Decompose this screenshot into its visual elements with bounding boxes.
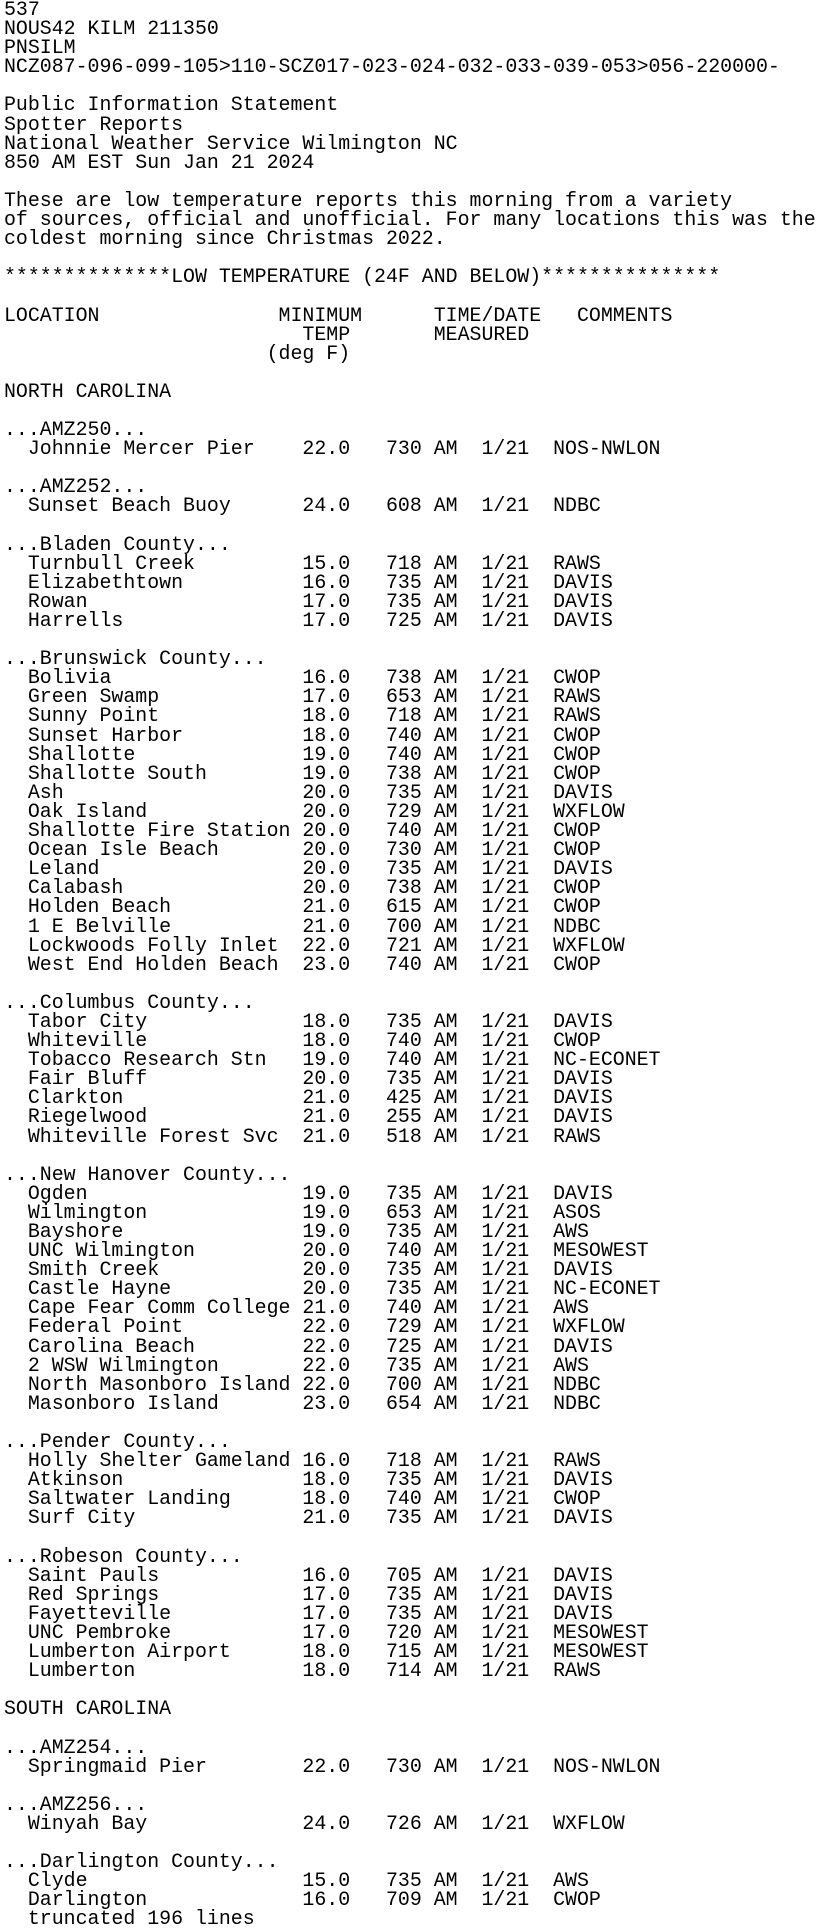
report-row: Lumberton Airport 18.0 715 AM 1/21 MESOWEST — [4, 1640, 649, 1664]
text-line: of sources, official and unofficial. For many locations this was the — [4, 208, 816, 232]
report-row: 2 WSW Wilmington 22.0 735 AM 1/21 AWS — [4, 1353, 589, 1377]
report-row: Shallotte Fire Station 20.0 740 AM 1/21 CWOP — [4, 819, 601, 843]
report-row: Bayshore 19.0 735 AM 1/21 AWS — [4, 1220, 589, 1243]
report-row: Clarkton 21.0 425 AM 1/21 DAVIS — [4, 1086, 613, 1110]
report-row: Darlington 16.0 709 AM 1/21 CWOP — [4, 1888, 601, 1912]
text-line: These are low temperature reports this morning from a variety — [4, 188, 733, 212]
zone-heading: ...New Hanover County... — [4, 1162, 291, 1186]
report-row: Johnnie Mercer Pier 22.0 730 AM 1/21 NOS-NWLON — [4, 437, 661, 461]
blank-line — [4, 286, 816, 305]
report-row: Tabor City 18.0 735 AM 1/21 DAVIS — [4, 1009, 613, 1033]
report-row: UNC Wilmington 20.0 740 AM 1/21 MESOWEST — [4, 1239, 649, 1263]
text-line: Public Information Statement — [4, 93, 339, 117]
report-row: Surf City 21.0 735 AM 1/21 DAVIS — [4, 1506, 613, 1530]
zone-heading: ...AMZ250... — [4, 418, 148, 442]
report-row: Castle Hayne 20.0 735 AM 1/21 NC-ECONET — [4, 1277, 661, 1301]
blank-line — [4, 1528, 816, 1547]
state-heading: PNSILM — [4, 36, 76, 60]
report-row: Sunny Point 18.0 718 AM 1/21 RAWS — [4, 704, 601, 728]
report-row: Shallotte South 19.0 738 AM 1/21 CWOP — [4, 761, 601, 785]
report-row: Sunset Harbor 18.0 740 AM 1/21 CWOP — [4, 723, 601, 747]
text-line: **************LOW TEMPERATURE (24F AND BELOW)*************** — [4, 265, 721, 289]
zone-heading: ...AMZ252... — [4, 475, 148, 499]
report-row: Carolina Beach 22.0 725 AM 1/21 DAVIS — [4, 1334, 613, 1358]
report-row: Holden Beach 21.0 615 AM 1/21 CWOP — [4, 895, 601, 919]
blank-line — [4, 1776, 816, 1795]
report-row: Federal Point 22.0 729 AM 1/21 WXFLOW — [4, 1315, 625, 1339]
report-row: Leland 20.0 735 AM 1/21 DAVIS — [4, 857, 613, 881]
state-heading: NORTH CAROLINA — [4, 379, 172, 403]
zone-heading: ...Robeson County... — [4, 1544, 243, 1568]
zone-heading: ...Darlington County... — [4, 1850, 279, 1874]
report-row: Elizabethtown 16.0 735 AM 1/21 DAVIS — [4, 570, 613, 594]
report-row: Riegelwood 21.0 255 AM 1/21 DAVIS — [4, 1105, 613, 1129]
zone-heading: ...Brunswick County... — [4, 647, 267, 671]
blank-line — [4, 1718, 816, 1737]
report-row: Green Swamp 17.0 653 AM 1/21 RAWS — [4, 685, 601, 709]
text-line: Spotter Reports — [4, 112, 184, 136]
text-line: NCZ087-096-099-105>110-SCZ017-023-024-032-033-039-053>056-220000- — [4, 55, 780, 79]
report-row: Harrells 17.0 725 AM 1/21 DAVIS — [4, 609, 613, 632]
report-row: Atkinson 18.0 735 AM 1/21 DAVIS — [4, 1468, 613, 1492]
zone-heading: ...Pender County... — [4, 1430, 231, 1454]
report-row: Holly Shelter Gameland 16.0 718 AM 1/21 RAWS — [4, 1449, 601, 1473]
report-row: Whiteville Forest Svc 21.0 518 AM 1/21 RAWS — [4, 1124, 601, 1148]
report-row: Calabash 20.0 738 AM 1/21 CWOP — [4, 876, 601, 900]
report-row: Whiteville 18.0 740 AM 1/21 CWOP — [4, 1029, 601, 1053]
report-row: 1 E Belville 21.0 700 AM 1/21 NDBC — [4, 914, 601, 938]
report-row: Sunset Beach Buoy 24.0 608 AM 1/21 NDBC — [4, 494, 601, 518]
text-line: truncated 196 lines — [4, 1907, 255, 1930]
report-row: Smith Creek 20.0 735 AM 1/21 DAVIS — [4, 1258, 613, 1282]
zone-heading: ...AMZ256... — [4, 1792, 148, 1816]
text-line: (deg F) — [4, 341, 351, 365]
report-row: Fayetteville 17.0 735 AM 1/21 DAVIS — [4, 1601, 613, 1625]
state-heading: SOUTH CAROLINA — [4, 1697, 172, 1721]
report-row: Wilmington 19.0 653 AM 1/21 ASOS — [4, 1200, 601, 1224]
report-row: Ogden 19.0 735 AM 1/21 DAVIS — [4, 1181, 613, 1205]
report-row: Saint Pauls 16.0 705 AM 1/21 DAVIS — [4, 1563, 613, 1587]
zone-heading: ...Columbus County... — [4, 990, 255, 1014]
blank-line — [4, 516, 816, 535]
report-row: Shallotte 19.0 740 AM 1/21 CWOP — [4, 742, 601, 766]
report-row: Cape Fear Comm College 21.0 740 AM 1/21 AWS — [4, 1296, 589, 1320]
bulletin-text — [4, 0, 816, 1928]
report-row: North Masonboro Island 22.0 700 AM 1/21 NDBC — [4, 1372, 601, 1396]
text-line: coldest morning since Christmas 2022. — [4, 227, 446, 251]
text-line: 850 AM EST Sun Jan 21 2024 — [4, 150, 315, 174]
report-row: Bolivia 16.0 738 AM 1/21 CWOP — [4, 666, 601, 690]
text-line: LOCATION MINIMUM TIME/DATE COMMENTS — [4, 303, 673, 327]
zone-heading: ...Bladen County... — [4, 532, 231, 556]
text-line: 537 — [4, 0, 40, 21]
report-row: Saltwater Landing 18.0 740 AM 1/21 CWOP — [4, 1487, 601, 1511]
report-row: Masonboro Island 23.0 654 AM 1/21 NDBC — [4, 1391, 601, 1415]
report-row: West End Holden Beach 23.0 740 AM 1/21 CWOP — [4, 952, 601, 976]
blank-line — [4, 363, 816, 382]
report-row: Red Springs 17.0 735 AM 1/21 DAVIS — [4, 1582, 613, 1606]
report-row: Rowan 17.0 735 AM 1/21 DAVIS — [4, 589, 613, 613]
report-row: Ash 20.0 735 AM 1/21 DAVIS — [4, 780, 613, 804]
text-line: National Weather Service Wilmington NC — [4, 131, 458, 155]
report-row: Ocean Isle Beach 20.0 730 AM 1/21 CWOP — [4, 838, 601, 862]
report-row: Oak Island 20.0 729 AM 1/21 WXFLOW — [4, 799, 625, 823]
report-row: Springmaid Pier 22.0 730 AM 1/21 NOS-NWLON — [4, 1754, 661, 1778]
report-row: Winyah Bay 24.0 726 AM 1/21 WXFLOW — [4, 1811, 625, 1835]
report-row: Lockwoods Folly Inlet 22.0 721 AM 1/21 WXFLOW — [4, 933, 625, 957]
report-row: Lumberton 18.0 714 AM 1/21 RAWS — [4, 1659, 601, 1683]
report-row: Tobacco Research Stn 19.0 740 AM 1/21 NC-ECONET — [4, 1048, 661, 1072]
report-row: UNC Pembroke 17.0 720 AM 1/21 MESOWEST — [4, 1620, 649, 1644]
zone-heading: ...AMZ254... — [4, 1735, 148, 1759]
report-row: Fair Bluff 20.0 735 AM 1/21 DAVIS — [4, 1067, 613, 1091]
report-row: Clyde 15.0 735 AM 1/21 AWS — [4, 1869, 589, 1893]
blank-line — [4, 1146, 816, 1165]
blank-line — [4, 974, 816, 993]
text-line: NOUS42 KILM 211350 — [4, 17, 219, 41]
state-heading: TEMP MEASURED — [4, 322, 530, 346]
report-row: Turnbull Creek 15.0 718 AM 1/21 RAWS — [4, 551, 601, 575]
